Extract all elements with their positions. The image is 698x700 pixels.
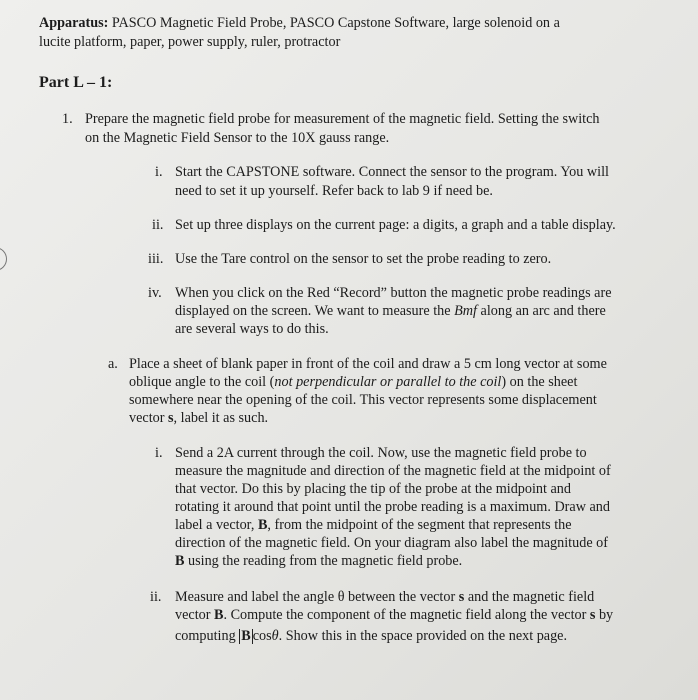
step-a-line-3: somewhere near the opening of the coil. This vector represents some displacement <box>129 392 597 408</box>
vector-s-symbol-3: s <box>589 607 596 623</box>
sub-iv-line-1: When you click on the Red “Record” button the magnetic probe readings are <box>175 285 612 301</box>
a-ii-line-3-start: computing <box>175 628 236 644</box>
apparatus-line-1 <box>39 14 560 32</box>
step-1-line-2: on the Magnetic Field Sensor to the 10X gauss range. <box>85 130 390 146</box>
theta-symbol: θ <box>271 628 279 644</box>
apparatus-line-2: lucite platform, paper, power supply, ruler, protractor <box>39 34 341 50</box>
sub-iv-bmf: Bmf <box>454 303 477 319</box>
step-1-line-1: Prepare the magnetic field probe for measurement of the magnetic field. Setting the switch <box>85 111 600 127</box>
a-ii-line-3 <box>175 627 567 645</box>
sub-i-number: i. <box>155 164 163 180</box>
a-ii-line-1-start: Measure and label the angle θ between the vector <box>175 589 456 605</box>
sub-iii-number: iii. <box>148 251 164 267</box>
sub-iv-line-2 <box>175 302 606 320</box>
a-i-line-7 <box>175 552 462 570</box>
step-a-line-2 <box>129 373 577 391</box>
a-i-line-6: direction of the magnetic field. On your diagram also label the magnitude of <box>175 535 608 551</box>
sub-ii-number: ii. <box>152 217 164 233</box>
a-i-line-7-end: using the reading from the magnetic field probe. <box>188 553 463 569</box>
vector-b-symbol-3: B <box>214 607 224 623</box>
a-i-line-5-start: label a vector, <box>175 517 255 533</box>
part-title: Part L – 1: <box>39 74 113 91</box>
step-a-line-2-start: oblique angle to the coil ( <box>129 374 275 390</box>
a-ii-line-1 <box>175 588 594 606</box>
sub-i-line-1: Start the CAPSTONE software. Connect the sensor to the program. You will <box>175 164 609 180</box>
vector-s-symbol-2: s <box>458 589 465 605</box>
step-a-line-4 <box>129 409 268 427</box>
a-ii-line-2-mid: . Compute the component of the magnetic field along the vector <box>223 607 587 623</box>
a-ii-line-3-end: . Show this in the space provided on the next page. <box>278 628 568 644</box>
sub-iv-line-2-end: along an arc and there <box>480 303 606 319</box>
step-a-line-2-em: not perpendicular or parallel to the coil <box>274 374 502 390</box>
sub-iii-line-1: Use the Tare control on the sensor to set the probe reading to zero. <box>175 251 552 267</box>
a-i-line-1: Send a 2A current through the coil. Now, use the magnetic field probe to <box>175 445 587 461</box>
sub-ii-line-1: Set up three displays on the current page: a digits, a graph and a table display. <box>175 217 616 233</box>
a-i-line-2: measure the magnitude and direction of the magnetic field at the midpoint of <box>175 463 611 479</box>
a-ii-line-2-end: by <box>598 607 614 623</box>
a-i-line-5-end: , from the midpoint of the segment that represents the <box>267 517 572 533</box>
a-i-line-3: that vector. Do this by placing the tip of the probe at the midpoint and <box>175 481 571 497</box>
a-i-line-5 <box>175 516 572 534</box>
step-a-line-4-start: vector <box>129 410 165 426</box>
apparatus-label: Apparatus: <box>39 15 109 31</box>
sub-iv-line-2-text: displayed on the screen. We want to measure the <box>175 303 451 319</box>
step-a-letter: a. <box>108 356 118 372</box>
a-ii-line-1-end: and the magnetic field <box>467 589 595 605</box>
a-i-line-4: rotating it around that point until the probe reading is a maximum. Draw and <box>175 499 610 515</box>
step-1-number: 1. <box>62 111 73 127</box>
sub-i-line-2: need to set it up yourself. Refer back to lab 9 if need be. <box>175 183 493 199</box>
vector-b-symbol-2: B <box>175 553 185 569</box>
apparatus-text-1: PASCO Magnetic Field Probe, PASCO Capstone Software, large solenoid on a <box>111 15 560 31</box>
cos-text: cos <box>252 628 272 644</box>
a-ii-number: ii. <box>150 589 162 605</box>
vector-s-symbol: s <box>168 410 174 426</box>
magnitude-b-formula: B <box>241 628 251 644</box>
step-a-line-2-end: ) on the sheet <box>501 374 578 390</box>
vector-b-symbol: B <box>257 517 268 533</box>
a-ii-line-2-start: vector <box>175 607 211 623</box>
a-ii-line-2 <box>175 606 613 624</box>
step-a-line-1: Place a sheet of blank paper in front of the coil and draw a 5 cm long vector at some <box>129 356 607 372</box>
step-a-line-4-end: , label it as such. <box>173 410 269 426</box>
sub-iv-line-3: are several ways to do this. <box>175 321 329 337</box>
a-i-number: i. <box>155 445 163 461</box>
page-edge-bracket <box>0 247 7 271</box>
sub-iv-number: iv. <box>148 285 162 301</box>
